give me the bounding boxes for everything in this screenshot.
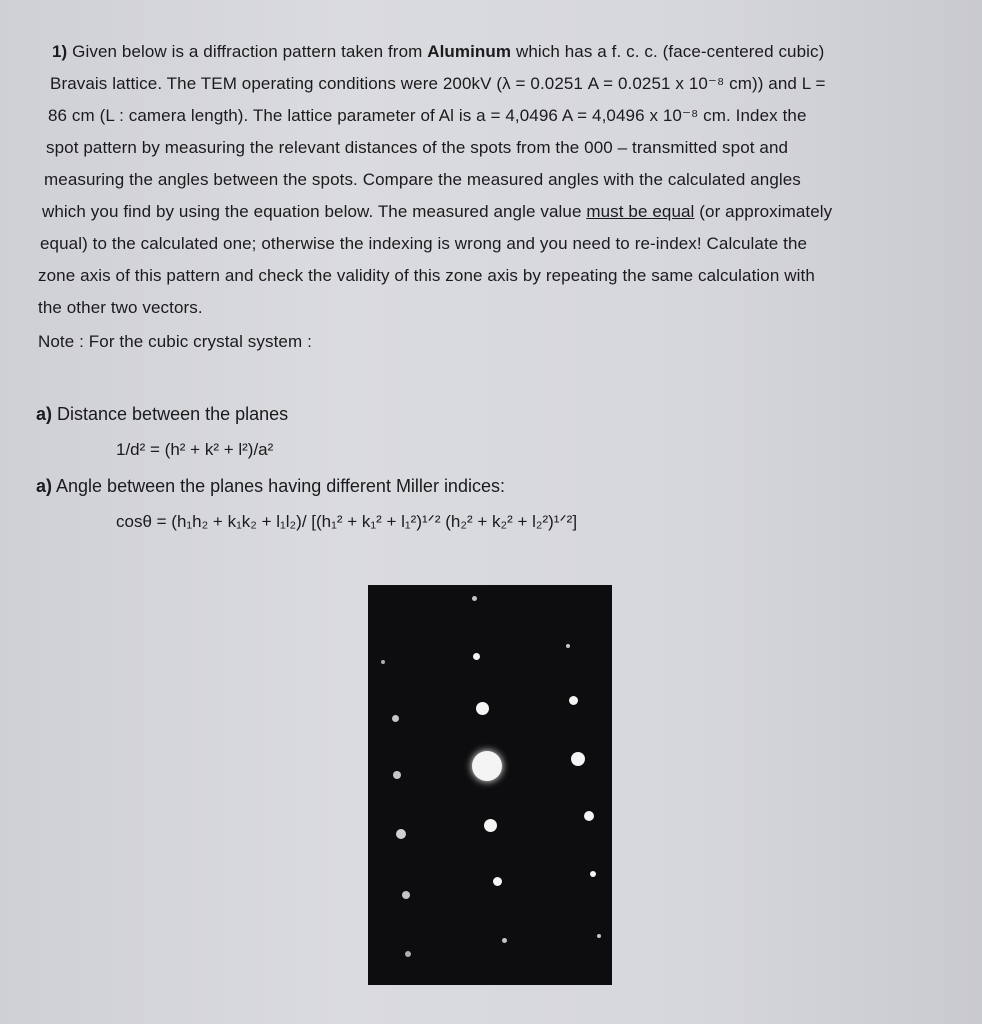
diffraction-spot	[493, 877, 502, 886]
diffraction-spot	[473, 653, 480, 660]
problem-line-2: Bravais lattice. The TEM operating conditions were 200kV (λ = 0.0251 A = 0.0251 x 10⁻⁸ cm)) and L =	[50, 74, 826, 93]
diffraction-spot	[597, 934, 601, 938]
problem-line-7: equal) to the calculated one; otherwise the indexing is wrong and you need to re-index! Calculate the	[40, 234, 808, 253]
distance-formula: 1/d² = (h² + k² + l²)/a²	[116, 440, 274, 459]
diffraction-spot	[396, 829, 406, 839]
diffraction-spot	[590, 871, 596, 877]
angle-formula: cosθ = (h₁h₂ + k₁k₂ + l₁l₂)/ [(h₁² + k₁² + l₁²)¹ᐟ² (h₂² + k₂² + l₂²)¹ᐟ²]	[116, 512, 578, 531]
diffraction-spot	[584, 811, 594, 821]
problem-line-4: spot pattern by measuring the relevant distances of the spots from the 000 – transmitted spot and	[46, 138, 789, 157]
diffraction-spot	[402, 891, 410, 899]
transmitted-spot-000	[472, 751, 502, 781]
diffraction-spot	[405, 951, 411, 957]
distance-heading: a) Distance between the planes	[36, 404, 289, 424]
problem-line-5: measuring the angles between the spots. Compare the measured angles with the calculated angles	[44, 170, 801, 189]
diffraction-spot	[392, 715, 399, 722]
diffraction-spot	[571, 752, 585, 766]
note-line: Note : For the cubic crystal system :	[38, 332, 312, 351]
problem-line-1: 1) Given below is a diffraction pattern taken from Aluminum which has a f. c. c. (face-centered cubic)	[52, 42, 825, 61]
diffraction-spot	[472, 596, 477, 601]
diffraction-spot	[569, 696, 578, 705]
problem-line-8: zone axis of this pattern and check the validity of this zone axis by repeating the same calculation with	[38, 266, 815, 285]
diffraction-pattern-image	[368, 585, 612, 985]
diffraction-spot	[502, 938, 507, 943]
angle-heading: a) Angle between the planes having different Miller indices:	[36, 476, 505, 496]
diffraction-spot	[566, 644, 570, 648]
diffraction-spot	[393, 771, 401, 779]
problem-line-6: which you find by using the equation below. The measured angle value must be equal (or approximately	[42, 202, 833, 221]
diffraction-spot	[381, 660, 385, 664]
problem-line-9: the other two vectors.	[38, 298, 203, 317]
problem-line-3: 86 cm (L : camera length). The lattice parameter of Al is a = 4,0496 A = 4,0496 x 10⁻⁸ cm. Index the	[48, 106, 807, 125]
diffraction-spot	[476, 702, 489, 715]
diffraction-spot	[484, 819, 497, 832]
